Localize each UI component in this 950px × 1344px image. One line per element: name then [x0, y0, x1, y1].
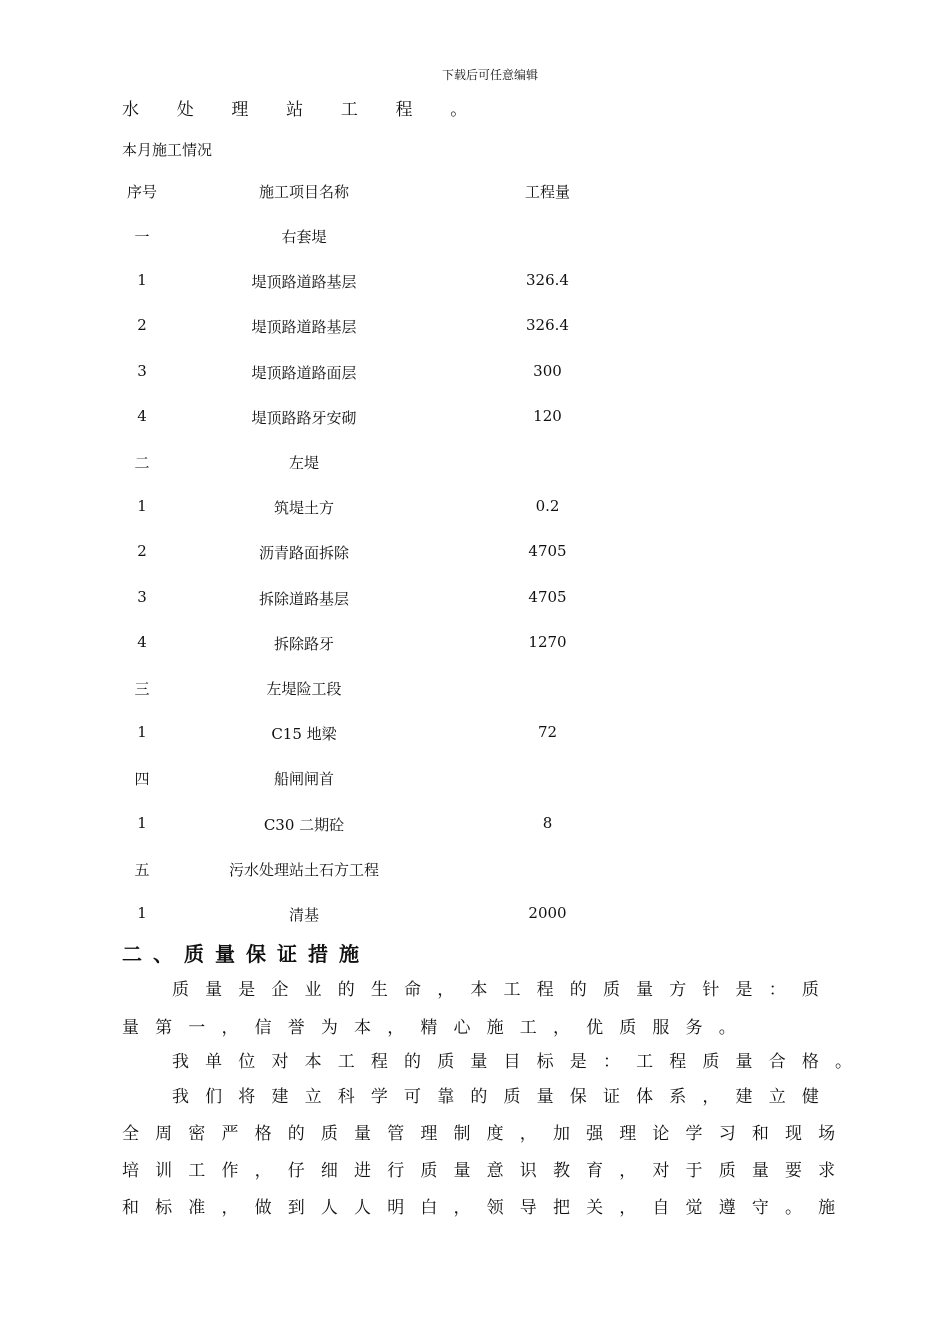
row-number: 五 [134, 861, 150, 879]
table-row [0, 226, 950, 248]
row-number: 1 [137, 271, 147, 289]
row-quantity: 8 [542, 814, 553, 832]
row-number: 2 [137, 316, 147, 334]
paragraph-line: 质量是企业的生命，本工程的质量方针是：质 [172, 980, 835, 1000]
row-item-name: 船闸闸首 [273, 770, 334, 788]
row-item-name: 堤顶路路牙安砌 [251, 409, 357, 427]
paragraph-line: 量第一，信誉为本，精心施工，优质服务。 [122, 1018, 752, 1038]
table-header-row [0, 181, 950, 203]
table-row [0, 271, 950, 293]
row-item-name: 沥青路面拆除 [258, 544, 349, 562]
row-item-name: 左堤险工段 [266, 680, 342, 698]
row-item-name: 筑堤土方 [273, 499, 334, 517]
paragraph-line: 我单位对本工程的质量目标是：工程质量合格。 [172, 1052, 869, 1072]
row-number: 1 [137, 904, 147, 922]
row-quantity: 2000 [528, 904, 567, 922]
row-item-name: C15 地梁 [271, 725, 337, 743]
table-row [0, 904, 950, 926]
row-quantity: 326.4 [526, 271, 569, 289]
row-number: 2 [137, 542, 147, 560]
row-quantity: 326.4 [526, 316, 569, 334]
table-row [0, 859, 950, 881]
row-item-name: 拆除路牙 [273, 635, 334, 653]
row-quantity: 4705 [528, 588, 567, 606]
row-quantity: 120 [533, 407, 562, 425]
row-item-name: 拆除道路基层 [258, 590, 349, 608]
paragraph-line: 我们将建立科学可靠的质量保证体系，建立健 [172, 1087, 835, 1107]
row-item-name: 堤顶路道路面层 [251, 364, 357, 382]
header-name: 施工项目名称 [258, 183, 349, 201]
header-no: 序号 [126, 183, 157, 201]
row-item-name: 堤顶路道路基层 [251, 318, 357, 336]
table-row [0, 814, 950, 836]
section-heading: 二、质量保证措施 [122, 942, 370, 966]
row-number: 四 [134, 770, 150, 788]
row-number: 3 [137, 588, 147, 606]
section-subtitle: 本月施工情况 [122, 141, 213, 159]
row-quantity: 300 [533, 362, 562, 380]
row-quantity: 4705 [528, 542, 567, 560]
row-number: 1 [137, 814, 147, 832]
paragraph-line: 全周密严格的质量管理制度，加强理论学习和现场 [122, 1124, 852, 1144]
table-row [0, 407, 950, 429]
header-note: 下载后可任意编辑 [441, 68, 538, 82]
row-item-name: 清基 [288, 906, 319, 924]
row-quantity: 72 [537, 723, 558, 741]
row-number: 1 [137, 723, 147, 741]
row-item-name: 污水处理站土石方工程 [228, 861, 379, 879]
table-row [0, 633, 950, 655]
table-row [0, 362, 950, 384]
header-qty: 工程量 [524, 183, 570, 201]
row-number: 4 [137, 633, 147, 651]
row-number: 三 [134, 680, 150, 698]
table-row [0, 678, 950, 700]
row-number: 4 [137, 407, 147, 425]
row-item-name: 左堤 [288, 454, 319, 472]
row-item-name: C30 二期砼 [263, 816, 345, 834]
row-item-name: 右套堤 [281, 228, 327, 246]
row-item-name: 堤顶路道路基层 [251, 273, 357, 291]
row-number: 一 [134, 228, 150, 246]
table-row [0, 768, 950, 790]
row-number: 1 [137, 497, 147, 515]
paragraph-line: 培训工作，仔细进行质量意识教育，对于质量要求 [122, 1161, 852, 1181]
intro-line: 水 处 理 站 工 程 。 [122, 100, 484, 120]
paragraph-line: 和标准，做到人人明白，领导把关，自觉遵守。施 [122, 1198, 852, 1218]
table-row [0, 497, 950, 519]
table-row [0, 452, 950, 474]
table-row [0, 542, 950, 564]
row-number: 3 [137, 362, 147, 380]
row-number: 二 [134, 454, 150, 472]
table-row [0, 723, 950, 745]
row-quantity: 1270 [528, 633, 567, 651]
row-quantity: 0.2 [535, 497, 560, 515]
table-row [0, 588, 950, 610]
table-row [0, 316, 950, 338]
